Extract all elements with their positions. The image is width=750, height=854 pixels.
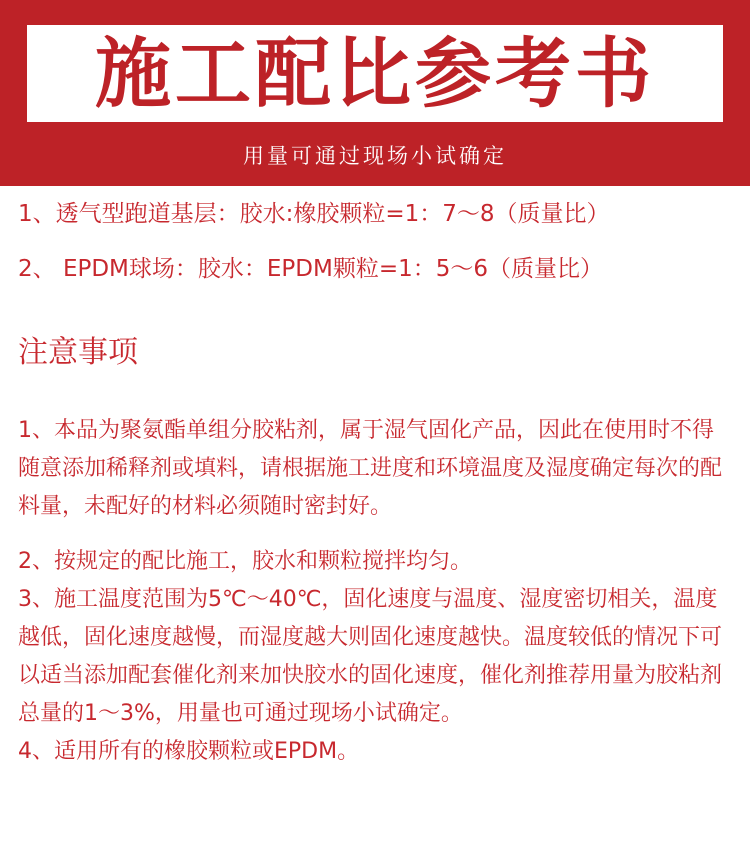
header-banner	[0, 0, 750, 186]
note-item-2: 2、按规定的配比施工，胶水和颗粒搅拌均匀。	[18, 549, 472, 574]
note-item-3: 3、施工温度范围为5℃～40℃，固化速度与温度、湿度密切相关，温度越低，固化速度越慢，而湿度越大则固化速度越快。温度较低的情况下可以适当添加配套催化剂来加快胶水的固化速度，催化剂推荐用量为胶粘剂总量的1～3%，用量也可通过现场小试确定。	[18, 587, 723, 726]
page-title: 施工配比参考书	[95, 28, 655, 118]
ratio-line-running-track: 1、透气型跑道基层：胶水:橡胶颗粒=1：7～8（质量比）	[18, 201, 610, 227]
notes-heading: 注意事项	[18, 335, 138, 370]
page-subtitle: 用量可通过现场小试确定	[243, 144, 507, 168]
note-item-1: 1、本品为聚氨酯单组分胶粘剂，属于湿气固化产品，因此在使用时不得随意添加稀释剂或填料，请根据施工进度和环境温度及湿度确定每次的配料量，未配好的材料必须随时密封好。	[18, 418, 723, 519]
title-box	[27, 25, 723, 122]
ratio-line-epdm-court: 2、 EPDM球场：胶水：EPDM颗粒=1：5～6（质量比）	[18, 256, 604, 282]
note-item-4: 4、适用所有的橡胶颗粒或EPDM。	[18, 739, 360, 764]
notes-list	[18, 412, 734, 771]
